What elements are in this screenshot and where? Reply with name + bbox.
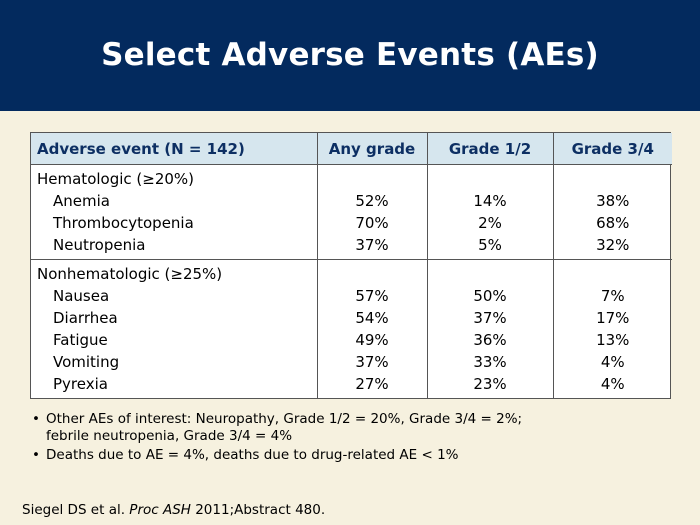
grade-1-2-value: 5%	[427, 234, 553, 260]
any-grade-value: 57%	[317, 285, 427, 307]
table-row	[31, 234, 672, 260]
group-row-hematologic	[31, 165, 672, 191]
grade-3-4-value: 4%	[600, 353, 625, 371]
event-name: Nausea	[31, 285, 317, 307]
note-deaths	[32, 447, 672, 464]
adverse-events-table	[30, 132, 671, 399]
any-grade-value: 37%	[317, 234, 427, 260]
grade-3-4-value: 68%	[596, 214, 630, 232]
event-name: Pyrexia	[31, 373, 317, 398]
any-grade-value: 70%	[317, 212, 427, 234]
grade-1-2-value: 36%	[427, 329, 553, 351]
table-row	[31, 190, 672, 212]
table-row	[31, 285, 672, 307]
any-grade-value: 27%	[317, 373, 427, 398]
table-row	[31, 351, 672, 373]
event-name: Diarrhea	[31, 307, 317, 329]
group-row-nonhematologic	[31, 260, 672, 286]
grade-3-4-value: 7%	[600, 287, 625, 305]
event-name: Vomiting	[31, 351, 317, 373]
grade-3-4-value: 17%	[596, 309, 630, 327]
event-name: Fatigue	[31, 329, 317, 351]
event-name: Thrombocytopenia	[31, 212, 317, 234]
note-other-aes	[32, 411, 672, 445]
any-grade-value: 49%	[317, 329, 427, 351]
grade-3-4-value: 4%	[600, 375, 625, 393]
group-label: Nonhematologic (≥25%)	[31, 260, 317, 286]
any-grade-value: 52%	[317, 190, 427, 212]
citation-journal: Proc ASH	[129, 502, 191, 518]
column-header-grade-1-2: Grade 1/2	[427, 133, 553, 165]
grade-3-4-value: 13%	[596, 331, 630, 349]
footnotes	[32, 411, 672, 466]
column-header-any-grade: Any grade	[317, 133, 427, 165]
table-row	[31, 373, 672, 398]
note-line: • Other AEs of interest: Neuropathy, Grade 1/2 = 20%, Grade 3/4 = 2%;	[46, 411, 523, 427]
grade-1-2-value: 37%	[427, 307, 553, 329]
group-label: Hematologic (≥20%)	[31, 165, 317, 191]
any-grade-value: 37%	[317, 351, 427, 373]
table-row	[31, 307, 672, 329]
grade-1-2-value: 23%	[427, 373, 553, 398]
citation-details: 2011;Abstract 480.	[190, 502, 326, 518]
column-header-event: Adverse event (N = 142)	[31, 133, 317, 165]
table-row	[31, 212, 672, 234]
grade-1-2-value: 33%	[427, 351, 553, 373]
citation	[22, 502, 325, 518]
grade-3-4-value: 32%	[596, 236, 630, 254]
grade-1-2-value: 2%	[427, 212, 553, 234]
title-banner	[0, 0, 700, 111]
table-row	[31, 329, 672, 351]
event-name: Anemia	[31, 190, 317, 212]
grade-1-2-value: 14%	[427, 190, 553, 212]
citation-authors: Siegel DS et al.	[22, 502, 130, 518]
grade-1-2-value: 50%	[427, 285, 553, 307]
table-header-row	[31, 133, 672, 165]
grade-3-4-value: 38%	[596, 192, 630, 210]
note-line: • Deaths due to AE = 4%, deaths due to drug-related AE < 1%	[46, 447, 459, 463]
any-grade-value: 54%	[317, 307, 427, 329]
note-line: febrile neutropenia, Grade 3/4 = 4%	[46, 428, 293, 444]
event-name: Neutropenia	[31, 234, 317, 260]
column-header-grade-3-4: Grade 3/4	[553, 133, 672, 165]
page-title: Select Adverse Events (AEs)	[101, 36, 599, 73]
